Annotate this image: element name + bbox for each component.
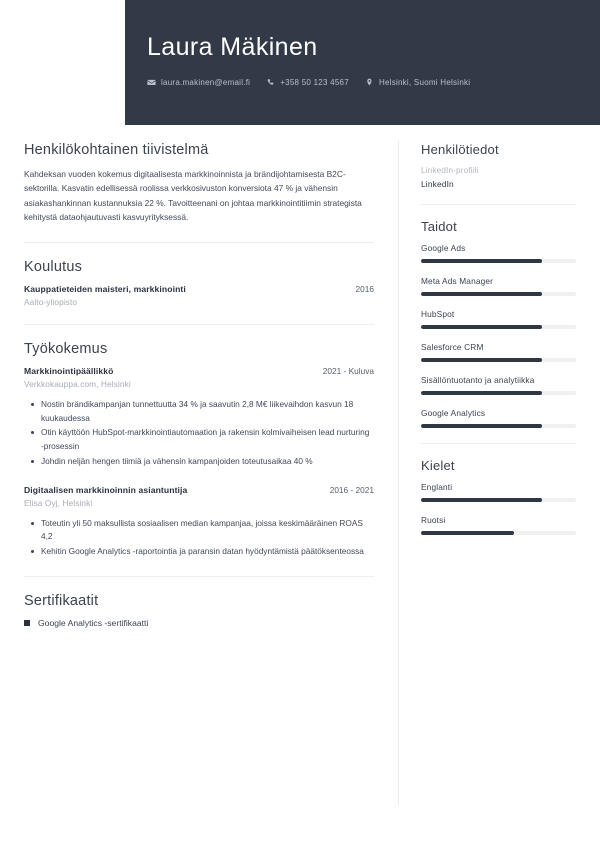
experience-bullets bbox=[24, 517, 374, 559]
skill-level-bar bbox=[421, 424, 576, 428]
language-item bbox=[421, 515, 576, 535]
contact-email[interactable] bbox=[147, 78, 250, 87]
section-title-certificates: Sertifikaatit bbox=[24, 592, 99, 609]
skill-level-fill bbox=[421, 259, 542, 263]
language-level-fill bbox=[421, 498, 542, 502]
skill-level-bar bbox=[421, 259, 576, 263]
sidebar-column bbox=[421, 142, 576, 535]
skill-name: HubSpot bbox=[421, 309, 455, 319]
experience-role: Digitaalisen markkinoinnin asiantuntija bbox=[24, 484, 188, 495]
skill-level-fill bbox=[421, 325, 542, 329]
list-item: Nostin brändikampanjan tunnettuutta 34 % ja saavutin 2,8 M€ liikevaihdon kasvun 18 kuukaudessa bbox=[41, 398, 374, 426]
section-divider bbox=[24, 324, 374, 325]
section-title-skills: Taidot bbox=[421, 219, 457, 234]
language-name: Ruotsi bbox=[421, 515, 446, 525]
skill-level-bar bbox=[421, 358, 576, 362]
certificate-list bbox=[24, 618, 374, 628]
language-level-bar bbox=[421, 498, 576, 502]
skill-name: Sisällöntuotanto ja analytiikka bbox=[421, 375, 535, 385]
section-personal-info bbox=[421, 142, 576, 189]
contact-email-text: laura.makinen@email.fi bbox=[161, 77, 251, 87]
language-item bbox=[421, 482, 576, 502]
experience-bullets bbox=[24, 398, 374, 469]
square-bullet-icon bbox=[24, 620, 30, 626]
skill-item bbox=[421, 276, 576, 296]
skill-item bbox=[421, 375, 576, 395]
resume-header bbox=[125, 0, 600, 125]
section-title-experience: Työkokemus bbox=[24, 340, 108, 357]
map-pin-icon bbox=[365, 78, 374, 87]
list-item: Johdin neljän hengen tiimiä ja vähensin kampanjoiden toteutusaikaa 40 % bbox=[41, 455, 374, 469]
skill-item bbox=[421, 408, 576, 428]
personal-info-item bbox=[421, 166, 576, 189]
section-title-languages: Kielet bbox=[421, 458, 455, 473]
section-skills bbox=[421, 219, 576, 428]
certificate-name: Google Analytics -sertifikaatti bbox=[38, 617, 149, 628]
main-column bbox=[24, 142, 374, 633]
skill-level-fill bbox=[421, 391, 542, 395]
section-title-education: Koulutus bbox=[24, 258, 83, 275]
experience-entry bbox=[24, 366, 374, 469]
skill-level-fill bbox=[421, 424, 542, 428]
page-title: Laura Mäkinen bbox=[147, 33, 318, 61]
section-divider bbox=[24, 576, 374, 577]
list-item: Toteutin yli 50 maksullista sosiaalisen median kampanjaa, joissa keskimääräinen ROAS 4,2 bbox=[41, 517, 374, 545]
experience-entry bbox=[24, 485, 374, 559]
section-divider bbox=[421, 443, 576, 444]
entry-spacer bbox=[24, 471, 374, 485]
contact-phone[interactable] bbox=[266, 78, 349, 87]
skill-level-bar bbox=[421, 292, 576, 296]
column-divider bbox=[398, 140, 399, 805]
personal-info-value[interactable]: LinkedIn bbox=[421, 179, 454, 189]
skill-level-bar bbox=[421, 325, 576, 329]
section-certificates bbox=[24, 593, 374, 628]
experience-date: 2016 - 2021 bbox=[329, 484, 374, 495]
education-school: Aalto-yliopisto bbox=[24, 296, 78, 307]
education-date: 2016 bbox=[355, 283, 374, 294]
language-name: Englanti bbox=[421, 482, 453, 492]
skill-name: Salesforce CRM bbox=[421, 342, 484, 352]
section-title-personal-info: Henkilötiedot bbox=[421, 142, 499, 157]
skill-level-bar bbox=[421, 391, 576, 395]
experience-company: Elisa Oyj, Helsinki bbox=[24, 497, 93, 508]
list-item: Otin käyttöön HubSpot-markkinointiautomaation ja rakensin kolmivaiheisen lead nurturing -prosessin bbox=[41, 426, 374, 454]
skill-name: Google Ads bbox=[421, 243, 466, 253]
entry-head bbox=[24, 284, 374, 294]
skill-item bbox=[421, 243, 576, 263]
section-education bbox=[24, 259, 374, 307]
skill-item bbox=[421, 309, 576, 329]
section-title-summary: Henkilökohtainen tiivistelmä bbox=[24, 142, 209, 158]
education-entry bbox=[24, 284, 374, 307]
skill-name: Google Analytics bbox=[421, 408, 486, 418]
contact-location[interactable] bbox=[365, 78, 470, 87]
list-item: Kehitin Google Analytics -raportointia ja paransin datan hyödyntämistä päätöksenteossa bbox=[41, 545, 374, 559]
list-item bbox=[24, 618, 374, 628]
education-degree: Kauppatieteiden maisteri, markkinointi bbox=[24, 283, 186, 294]
section-divider bbox=[421, 204, 576, 205]
section-summary bbox=[24, 142, 374, 225]
experience-company: Verkkokauppa.com, Helsinki bbox=[24, 378, 131, 389]
entry-head bbox=[24, 366, 374, 376]
contact-row bbox=[147, 78, 600, 87]
skill-name: Meta Ads Manager bbox=[421, 276, 494, 286]
experience-date: 2021 - Kuluva bbox=[322, 365, 374, 376]
personal-info-label: LinkedIn-profiili bbox=[421, 166, 479, 175]
section-divider bbox=[24, 242, 374, 243]
skill-level-fill bbox=[421, 292, 542, 296]
experience-role: Markkinointipäällikkö bbox=[24, 365, 114, 376]
language-level-bar bbox=[421, 531, 576, 535]
language-level-fill bbox=[421, 531, 514, 535]
entry-head bbox=[24, 485, 374, 495]
section-languages bbox=[421, 458, 576, 535]
contact-phone-text: +358 50 123 4567 bbox=[280, 77, 349, 87]
phone-icon bbox=[266, 78, 275, 87]
contact-location-text: Helsinki, Suomi Helsinki bbox=[378, 77, 471, 87]
summary-text: Kahdeksan vuoden kokemus digitaalisesta markkinoinnista ja brändijohtamisesta B2C-sektorilla. Kasvatin edellisessä roolissa verkkosivuston konversiota 47 % ja vähensin asiakashankinnan kustannuksia 22 %. Tavoitteenani on johtaa markkinointitiimin strategista kehitystä dataohjautuvasti kasvuyrityksessä. bbox=[24, 169, 362, 223]
section-experience bbox=[24, 341, 374, 559]
skill-item bbox=[421, 342, 576, 362]
envelope-icon bbox=[147, 78, 156, 87]
skill-level-fill bbox=[421, 358, 542, 362]
